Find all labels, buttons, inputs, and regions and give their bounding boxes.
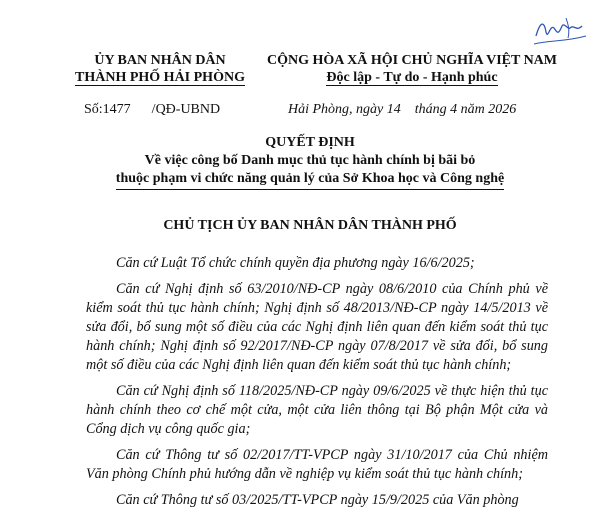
legal-basis-paragraph: Căn cứ Nghị định số 118/2025/NĐ-CP ngày 09/6/2025 về thực hiện thủ tục hành chính theo cơ chế một cửa, một cửa liên thông tại Bộ phận Một cửa và Cổng dịch vụ công quốc gia; — [86, 383, 548, 437]
legal-basis-paragraph: Căn cứ Thông tư số 03/2025/TT-VPCP ngày 15/9/2025 của Văn phòng — [116, 492, 519, 508]
chairman-heading: CHỦ TỊCH ỦY BAN NHÂN DÂN THÀNH PHỐ — [163, 218, 457, 233]
issuing-authority — [60, 52, 260, 86]
legal-basis-paragraph: Căn cứ Luật Tổ chức chính quyền địa phương ngày 16/6/2025; — [116, 255, 475, 271]
decision-subject-line-1: Về việc công bố Danh mục thủ tục hành chính bị bãi bỏ — [144, 153, 476, 168]
decision-title — [60, 134, 560, 190]
national-motto: Độc lập - Tự do - Hạnh phúc — [326, 70, 498, 85]
document-number: Số:1477 /QĐ-UBND — [84, 102, 221, 117]
country-name: CỘNG HÒA XÃ HỘI CHỦ NGHĨA VIỆT NAM — [266, 53, 557, 68]
national-title — [262, 52, 562, 86]
decision-heading: QUYẾT ĐỊNH — [265, 135, 355, 150]
handwritten-initial-signature — [530, 14, 590, 48]
decision-subject-line-2: thuộc phạm vi chức năng quản lý của Sở Khoa học và Công nghệ — [116, 170, 504, 190]
issue-date: Hải Phòng, ngày 14 tháng 4 năm 2026 — [288, 102, 517, 117]
authority-line-2: THÀNH PHỐ HẢI PHÒNG — [75, 70, 245, 85]
authority-line-1: ỦY BAN NHÂN DÂN — [94, 53, 226, 68]
legal-basis-paragraph: Căn cứ Thông tư số 02/2017/TT-VPCP ngày 31/10/2017 của Chủ nhiệm Văn phòng Chính phủ hướng dẫn về nghiệp vụ kiểm soát thủ tục hành chính; — [86, 447, 548, 482]
legal-basis-paragraph: Căn cứ Nghị định số 63/2010/NĐ-CP ngày 08/6/2010 của Chính phủ về kiểm soát thủ tục hành chính; Nghị định số 48/2013/NĐ-CP ngày 14/5/2013 về sửa đổi, bổ sung một số điều của các Nghị định liên quan đến kiểm soát thủ tục hành chính; Nghị định số 92/2017/NĐ-CP ngày 07/8/2017 về sửa đổi, bổ sung một số điều của các Nghị định liên quan đến kiểm soát thủ tục hành chính; — [86, 281, 548, 373]
